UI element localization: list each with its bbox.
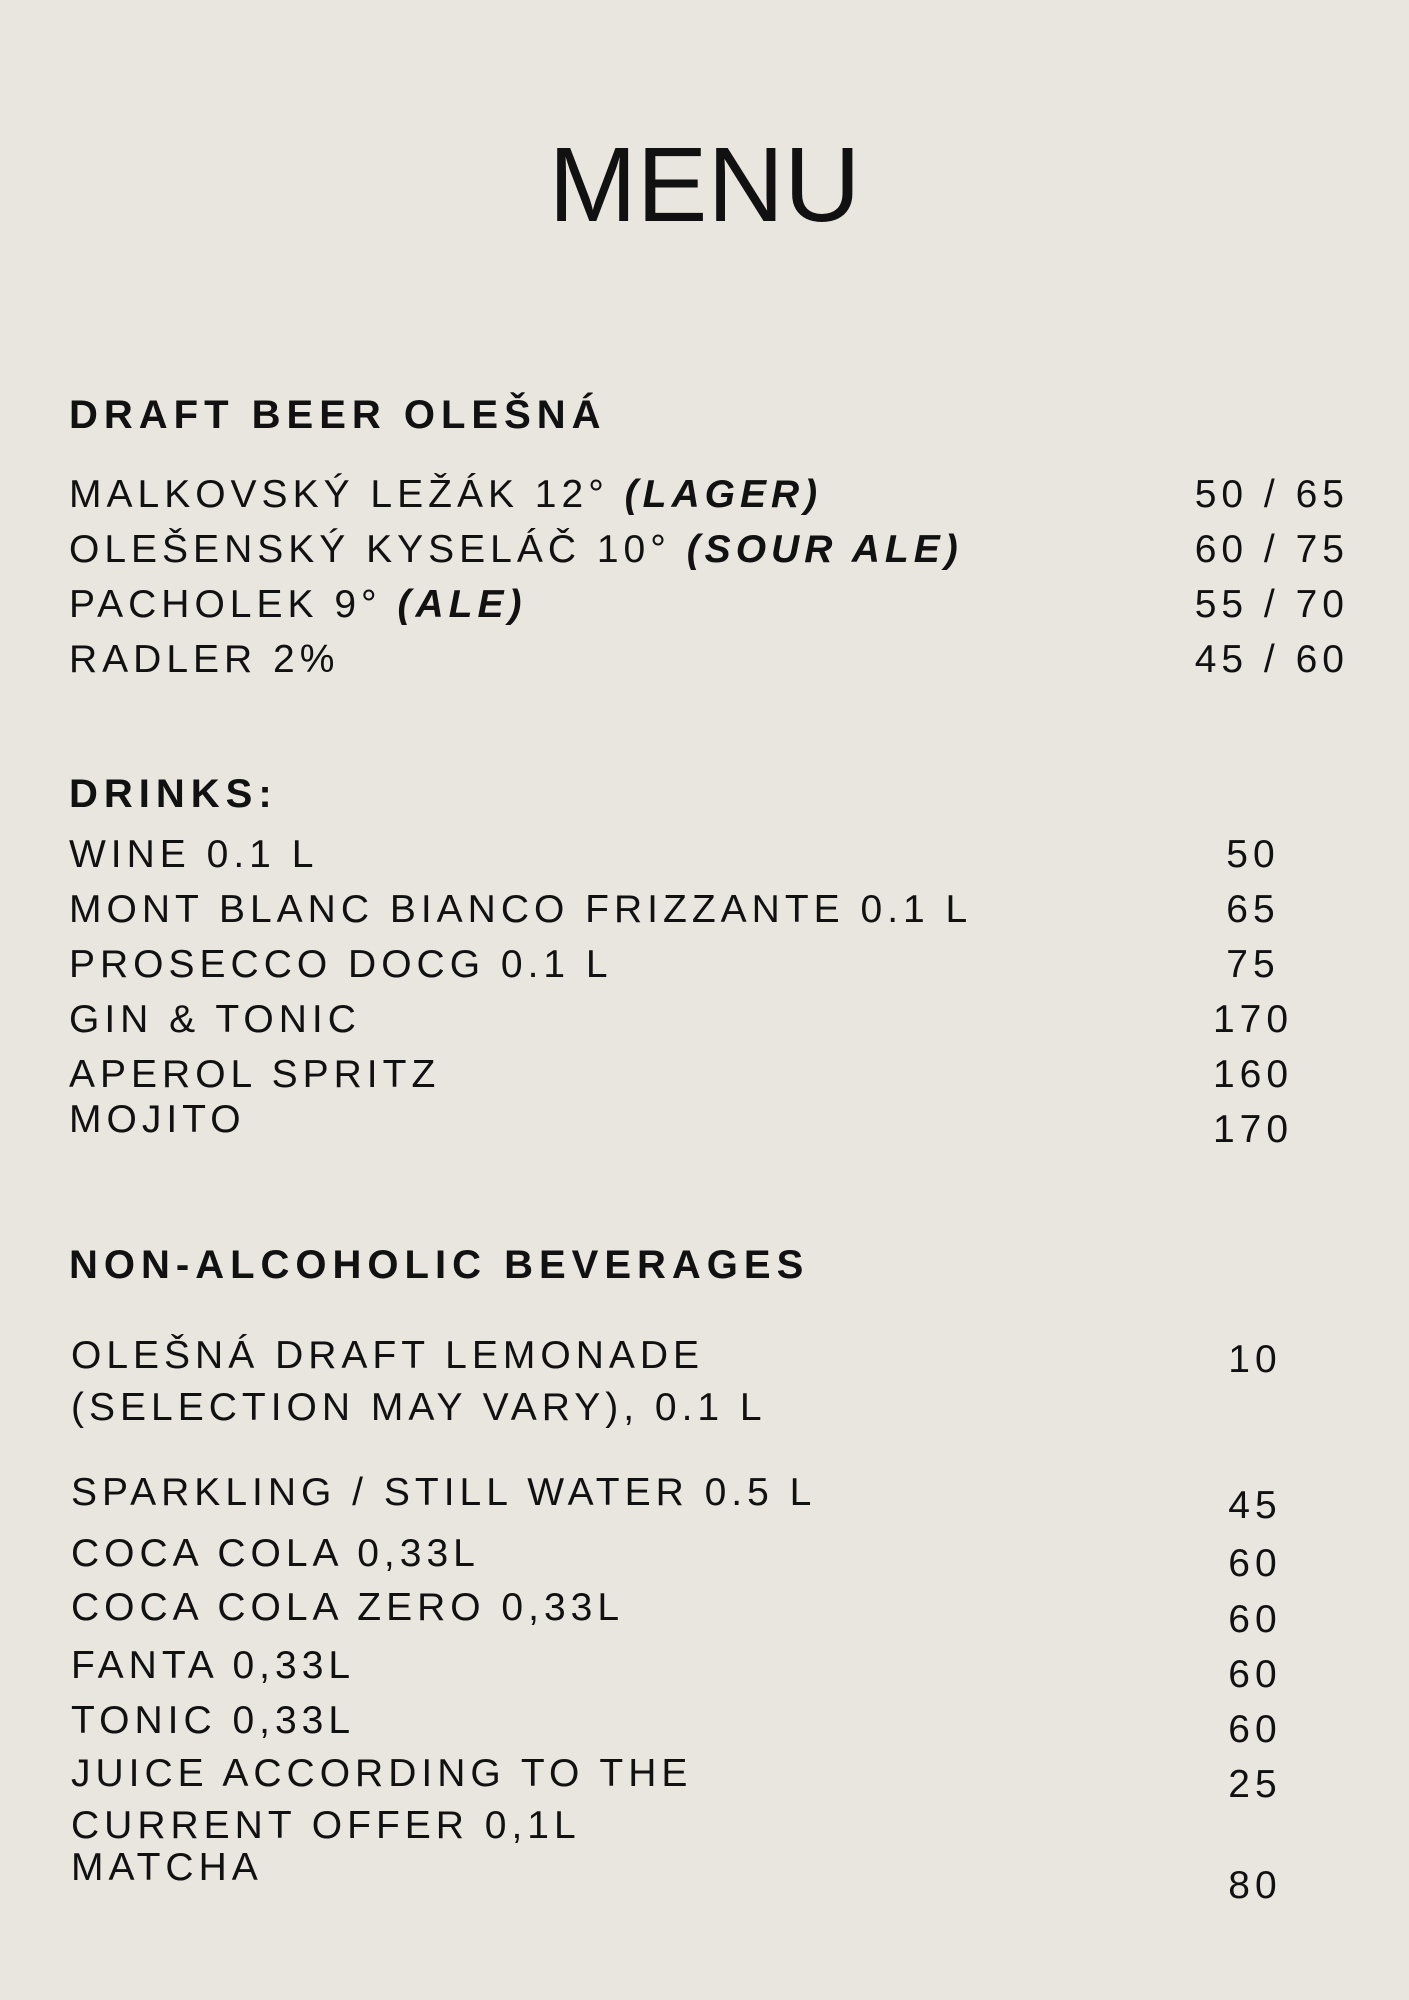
list-item xyxy=(71,1465,1349,1527)
item-price: 60 xyxy=(1228,1653,1282,1696)
item-name: COCA COLA ZERO 0,33L xyxy=(71,1586,625,1629)
item-price: 160 xyxy=(1212,1053,1294,1096)
list-item xyxy=(71,1742,1349,1846)
item-name: MATCHA xyxy=(71,1846,263,1889)
item-name: MALKOVSKÝ LEŽÁK 12° xyxy=(69,473,609,516)
section-non-alcoholic xyxy=(69,1245,1349,1285)
menu-title: MENU xyxy=(548,126,861,244)
item-price: 60 / 75 xyxy=(1194,528,1349,571)
item-name-line1: JUICE ACCORDING TO THE xyxy=(71,1752,693,1795)
section-drinks xyxy=(69,774,1349,814)
list-item xyxy=(71,1632,1349,1696)
item-price: 170 xyxy=(1212,998,1294,1041)
item-name: FANTA 0,33L xyxy=(71,1644,356,1687)
non-alcoholic-list xyxy=(71,1330,1349,1450)
drinks-list xyxy=(69,827,1349,1150)
item-name-line1: OLEŠNÁ DRAFT LEMONADE xyxy=(71,1334,705,1377)
item-price: 60 xyxy=(1228,1708,1282,1751)
item-name-line2: CURRENT OFFER 0,1L xyxy=(71,1804,581,1847)
item-price: 65 xyxy=(1226,888,1280,931)
list-item xyxy=(69,882,1349,937)
item-name-line2: (SELECTION MAY VARY), 0.1 L xyxy=(71,1386,767,1429)
item-price: 80 xyxy=(1228,1864,1282,1907)
item-note: (ALE) xyxy=(397,583,527,626)
item-price: 50 / 65 xyxy=(1194,473,1349,516)
section-title-draft-beer: DRAFT BEER OLEŠNÁ xyxy=(69,393,607,437)
item-name: SPARKLING / STILL WATER 0.5 L xyxy=(71,1471,817,1514)
list-item xyxy=(69,937,1349,992)
item-name: APEROL SPRITZ xyxy=(69,1053,441,1096)
draft-beer-list xyxy=(69,467,1349,687)
item-price: 10 xyxy=(1228,1338,1282,1381)
list-item xyxy=(69,827,1349,882)
list-item xyxy=(71,1330,1349,1450)
list-item xyxy=(69,992,1349,1047)
item-price: 45 xyxy=(1228,1484,1282,1527)
list-item xyxy=(69,577,1349,632)
list-item xyxy=(71,1522,1349,1585)
list-item xyxy=(69,467,1349,522)
item-name: TONIC 0,33L xyxy=(71,1699,356,1742)
item-name: PROSECCO DOCG 0.1 L xyxy=(69,943,613,986)
item-price: 60 xyxy=(1228,1598,1282,1641)
non-alcoholic-list-2 xyxy=(71,1465,1349,1907)
item-price: 75 xyxy=(1226,943,1280,986)
list-item xyxy=(69,522,1349,577)
item-note: (SOUR ALE) xyxy=(686,528,963,571)
list-item xyxy=(71,1687,1349,1751)
item-price: 45 / 60 xyxy=(1194,638,1349,681)
item-price: 25 xyxy=(1228,1763,1282,1806)
list-item xyxy=(69,1095,1349,1150)
item-name: MONT BLANC BIANCO FRIZZANTE 0.1 L xyxy=(69,888,973,931)
item-name: OLEŠENSKÝ KYSELÁČ 10° xyxy=(69,528,671,571)
list-item xyxy=(71,1846,1349,1907)
item-name: MOJITO xyxy=(69,1098,246,1141)
item-name: GIN & TONIC xyxy=(69,998,361,1041)
list-item xyxy=(69,1047,1349,1095)
item-name: WINE 0.1 L xyxy=(69,833,319,876)
item-price: 60 xyxy=(1228,1542,1282,1585)
section-title-non-alcoholic: NON-ALCOHOLIC BEVERAGES xyxy=(69,1243,810,1287)
list-item xyxy=(69,632,1349,687)
item-price: 170 xyxy=(1212,1108,1294,1151)
list-item xyxy=(71,1577,1349,1641)
item-price: 50 xyxy=(1226,833,1280,876)
item-note: (LAGER) xyxy=(624,473,823,516)
section-draft-beer xyxy=(69,395,1349,435)
item-name: COCA COLA 0,33L xyxy=(71,1532,480,1575)
item-price: 55 / 70 xyxy=(1194,583,1349,626)
item-name: RADLER 2% xyxy=(69,638,340,681)
item-name: PACHOLEK 9° xyxy=(69,583,382,626)
section-title-drinks: DRINKS: xyxy=(69,772,278,816)
